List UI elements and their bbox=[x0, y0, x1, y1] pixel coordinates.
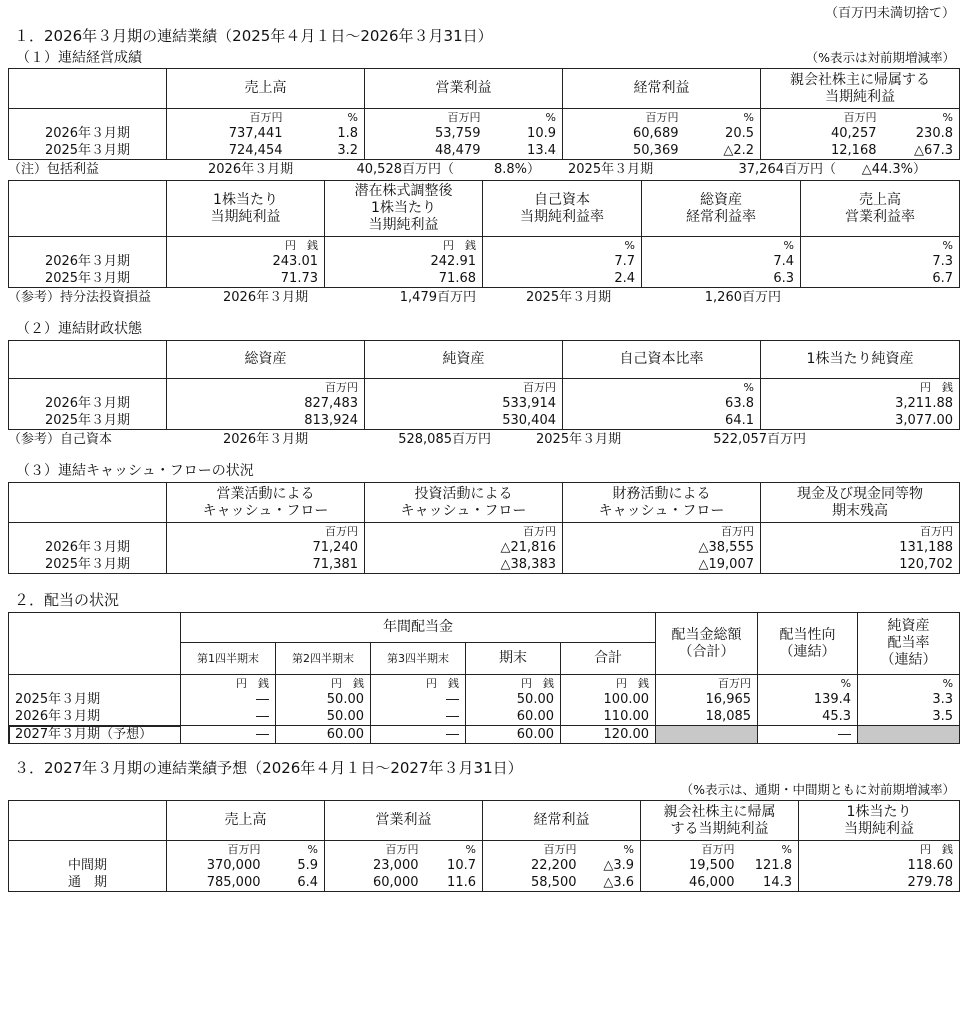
unit-cell: % bbox=[267, 841, 325, 858]
note-period: 2026年３月期 bbox=[208, 162, 294, 177]
col-header-ordinary-income: 経常利益 bbox=[563, 69, 761, 109]
value-cell: 48,479 bbox=[365, 142, 487, 160]
cash-flow-table bbox=[8, 482, 960, 574]
unit-cell: 円 銭 bbox=[181, 675, 276, 692]
earnings-summary-page bbox=[8, 4, 959, 892]
row-label: 2025年３月期 bbox=[9, 270, 167, 288]
value-cell: 813,924 bbox=[167, 412, 365, 430]
dividends-table bbox=[8, 612, 960, 744]
value-cell: 7.4 bbox=[642, 253, 801, 270]
unit-cell: % bbox=[642, 237, 801, 254]
col-header-annual-dividend: 年間配当金 bbox=[181, 613, 656, 643]
note-value: 1,479百万円 bbox=[399, 290, 476, 305]
value-cell: △19,007 bbox=[563, 556, 761, 574]
unit-cell: 百万円 bbox=[761, 109, 883, 126]
value-cell: 118.60 bbox=[799, 857, 960, 874]
col-header-roa: 総資産 経常利益率 bbox=[642, 181, 801, 237]
value-cell: 100.00 bbox=[561, 691, 656, 708]
unit-cell: 円 銭 bbox=[799, 841, 960, 858]
note-value: 37,264百万円（ bbox=[738, 162, 836, 177]
unit-cell: % bbox=[801, 237, 960, 254]
value-cell: 3,077.00 bbox=[761, 412, 960, 430]
row-label: 2025年３月期 bbox=[9, 691, 181, 708]
value-cell: △67.3 bbox=[883, 142, 960, 160]
value-cell: 14.3 bbox=[741, 874, 799, 892]
value-cell: 120.00 bbox=[561, 726, 656, 744]
value-cell: 22,200 bbox=[483, 857, 583, 874]
row-label: 2026年３月期 bbox=[9, 539, 167, 556]
value-cell: 785,000 bbox=[167, 874, 267, 892]
value-cell: 10.9 bbox=[487, 125, 563, 142]
comprehensive-income-note bbox=[8, 160, 959, 180]
col-header-total-assets: 総資産 bbox=[167, 341, 365, 379]
col-header-eps: 1株当たり 当期純利益 bbox=[799, 801, 960, 841]
col-header-eps: 1株当たり 当期純利益 bbox=[167, 181, 325, 237]
value-cell: 13.4 bbox=[487, 142, 563, 160]
unit-cell: % bbox=[685, 109, 761, 126]
col-header-ordinary-income: 経常利益 bbox=[483, 801, 641, 841]
value-cell: 60,000 bbox=[325, 874, 425, 892]
col-header-investing-cf: 投資活動による キャッシュ・フロー bbox=[365, 483, 563, 523]
sub3-title: （３）連結キャッシュ・フローの状況 bbox=[16, 463, 254, 479]
value-cell: 50.00 bbox=[276, 708, 371, 726]
row-label: 2025年３月期 bbox=[9, 142, 167, 160]
operating-results-table bbox=[8, 68, 960, 160]
row-label: 2027年３月期（予想） bbox=[9, 726, 181, 744]
unit-cell: 百万円 bbox=[656, 675, 758, 692]
note-label: （参考）持分法投資損益 bbox=[8, 290, 152, 305]
note-value: 1,260百万円 bbox=[704, 290, 781, 305]
unit-cell: % bbox=[425, 841, 483, 858]
value-cell: 58,500 bbox=[483, 874, 583, 892]
unit-cell: 百万円 bbox=[365, 109, 487, 126]
value-cell: ― bbox=[371, 708, 466, 726]
unit-cell: 円 銭 bbox=[371, 675, 466, 692]
unit-cell: 百万円 bbox=[325, 841, 425, 858]
unit-cell: % bbox=[563, 379, 761, 396]
value-cell: 370,000 bbox=[167, 857, 267, 874]
col-header-q1-end: 第1四半期末 bbox=[181, 643, 276, 675]
table-row bbox=[9, 708, 960, 726]
col-header-diluted-eps: 潜在株式調整後 1株当たり 当期純利益 bbox=[325, 181, 483, 237]
col-header-net-income: 親会社株主に帰属する 当期純利益 bbox=[761, 69, 960, 109]
value-cell: 63.8 bbox=[563, 395, 761, 412]
value-cell: 71.68 bbox=[325, 270, 483, 288]
note-pct: 8.8%） bbox=[493, 162, 540, 177]
value-cell: 3.5 bbox=[858, 708, 960, 726]
financial-position-table bbox=[8, 340, 960, 430]
value-cell: 53,759 bbox=[365, 125, 487, 142]
unit-cell: % bbox=[758, 675, 858, 692]
value-cell: △38,555 bbox=[563, 539, 761, 556]
table-row bbox=[9, 270, 960, 288]
table-row bbox=[9, 125, 960, 142]
col-header-bps: 1株当たり純資産 bbox=[761, 341, 960, 379]
unit-cell: 円 銭 bbox=[761, 379, 960, 396]
unit-cell: 百万円 bbox=[761, 523, 960, 540]
table-row-forecast bbox=[9, 726, 960, 744]
value-cell: 64.1 bbox=[563, 412, 761, 430]
value-cell: 60.00 bbox=[466, 708, 561, 726]
table-row bbox=[9, 857, 960, 874]
value-cell: △3.6 bbox=[583, 874, 641, 892]
col-header-financing-cf: 財務活動による キャッシュ・フロー bbox=[563, 483, 761, 523]
table-row bbox=[9, 412, 960, 430]
col-header-total: 合計 bbox=[561, 643, 656, 675]
table-row bbox=[9, 556, 960, 574]
section3-title: ３．2027年３月期の連結業績予想（2026年４月１日～2027年３月31日） bbox=[14, 759, 523, 777]
col-header-q3-end: 第3四半期末 bbox=[371, 643, 466, 675]
value-cell: 40,257 bbox=[761, 125, 883, 142]
value-cell: △38,383 bbox=[365, 556, 563, 574]
table-row bbox=[9, 691, 960, 708]
value-cell: 1.8 bbox=[289, 125, 365, 142]
unit-cell: 円 銭 bbox=[276, 675, 371, 692]
value-cell: 139.4 bbox=[758, 691, 858, 708]
col-header-total-dividend: 配当金総額 （合計） bbox=[656, 613, 758, 675]
unit-cell: % bbox=[858, 675, 960, 692]
value-cell: 60.00 bbox=[276, 726, 371, 744]
row-label: 中間期 bbox=[9, 857, 167, 874]
value-cell: △21,816 bbox=[365, 539, 563, 556]
value-cell: 3,211.88 bbox=[761, 395, 960, 412]
note-value: 40,528百万円（ bbox=[356, 162, 454, 177]
row-label: 2026年３月期 bbox=[9, 395, 167, 412]
col-header-operating-income: 営業利益 bbox=[365, 69, 563, 109]
value-cell: 6.4 bbox=[267, 874, 325, 892]
unit-cell: 百万円 bbox=[167, 841, 267, 858]
note-period: 2026年３月期 bbox=[223, 432, 309, 447]
sub1-pct-note: （%表示は対前期増減率） bbox=[805, 50, 955, 65]
value-cell-shaded bbox=[858, 726, 960, 744]
unit-cell: 百万円 bbox=[641, 841, 741, 858]
table-row bbox=[9, 874, 960, 892]
value-cell: 7.7 bbox=[483, 253, 642, 270]
value-cell: 6.7 bbox=[801, 270, 960, 288]
row-label: 2026年３月期 bbox=[9, 708, 181, 726]
unit-cell: 百万円 bbox=[563, 523, 761, 540]
table-row bbox=[9, 539, 960, 556]
note-value: 528,085百万円 bbox=[398, 432, 491, 447]
row-label: 2026年３月期 bbox=[9, 125, 167, 142]
value-cell: 23,000 bbox=[325, 857, 425, 874]
section2-title: ２．配当の状況 bbox=[14, 591, 120, 609]
value-cell: 50,369 bbox=[563, 142, 685, 160]
value-cell: 243.01 bbox=[167, 253, 325, 270]
value-cell: ― bbox=[181, 708, 276, 726]
value-cell: ― bbox=[371, 726, 466, 744]
value-cell: 110.00 bbox=[561, 708, 656, 726]
col-header-roe: 自己資本 当期純利益率 bbox=[483, 181, 642, 237]
col-header-q2-end: 第2四半期末 bbox=[276, 643, 371, 675]
table-row bbox=[9, 395, 960, 412]
value-cell: 3.2 bbox=[289, 142, 365, 160]
sub1-title: （１）連結経営成績 bbox=[16, 50, 142, 66]
value-cell: 131,188 bbox=[761, 539, 960, 556]
unit-cell: % bbox=[487, 109, 563, 126]
col-header-net-income: 親会社株主に帰属 する当期純利益 bbox=[641, 801, 799, 841]
value-cell-shaded bbox=[656, 726, 758, 744]
sub-pct-note: （%表示は、通期・中間期ともに対前期増減率） bbox=[680, 782, 955, 797]
value-cell: ― bbox=[181, 691, 276, 708]
unit-cell: % bbox=[583, 841, 641, 858]
equity-method-note bbox=[8, 288, 959, 308]
note-pct: △44.3%） bbox=[861, 162, 926, 177]
per-share-table bbox=[8, 180, 960, 288]
row-label: 通 期 bbox=[9, 874, 167, 892]
value-cell: 121.8 bbox=[741, 857, 799, 874]
unit-cell: 百万円 bbox=[365, 379, 563, 396]
value-cell: 6.3 bbox=[642, 270, 801, 288]
value-cell: 20.5 bbox=[685, 125, 761, 142]
unit-cell: 円 銭 bbox=[167, 237, 325, 254]
note-period: 2025年３月期 bbox=[526, 290, 612, 305]
col-header-operating-cf: 営業活動による キャッシュ・フロー bbox=[167, 483, 365, 523]
unit-cell: 百万円 bbox=[483, 841, 583, 858]
value-cell: 71,381 bbox=[167, 556, 365, 574]
value-cell: 46,000 bbox=[641, 874, 741, 892]
value-cell: 18,085 bbox=[656, 708, 758, 726]
value-cell: 242.91 bbox=[325, 253, 483, 270]
unit-cell: 百万円 bbox=[167, 109, 289, 126]
value-cell: ― bbox=[181, 726, 276, 744]
unit-cell: 百万円 bbox=[365, 523, 563, 540]
col-header-year-end: 期末 bbox=[466, 643, 561, 675]
value-cell: 19,500 bbox=[641, 857, 741, 874]
col-header-cash-balance: 現金及び現金同等物 期末残高 bbox=[761, 483, 960, 523]
value-cell: 11.6 bbox=[425, 874, 483, 892]
col-header-equity-ratio: 自己資本比率 bbox=[563, 341, 761, 379]
note-label: （注）包括利益 bbox=[8, 162, 100, 177]
col-header-net-assets: 純資産 bbox=[365, 341, 563, 379]
value-cell: 724,454 bbox=[167, 142, 289, 160]
value-cell: 12,168 bbox=[761, 142, 883, 160]
unit-cell: % bbox=[741, 841, 799, 858]
value-cell: ― bbox=[371, 691, 466, 708]
table-row bbox=[9, 142, 960, 160]
col-header-operating-income: 営業利益 bbox=[325, 801, 483, 841]
value-cell: 530,404 bbox=[365, 412, 563, 430]
col-header-payout-ratio: 配当性向 （連結） bbox=[758, 613, 858, 675]
value-cell: △3.9 bbox=[583, 857, 641, 874]
unit-cell: 円 銭 bbox=[466, 675, 561, 692]
value-cell: 45.3 bbox=[758, 708, 858, 726]
value-cell: 71,240 bbox=[167, 539, 365, 556]
unit-cell: 百万円 bbox=[563, 109, 685, 126]
sub2-title: （２）連結財政状態 bbox=[16, 321, 142, 337]
note-period: 2026年３月期 bbox=[223, 290, 309, 305]
value-cell: 5.9 bbox=[267, 857, 325, 874]
col-header-operating-margin: 売上高 営業利益率 bbox=[801, 181, 960, 237]
value-cell: 10.7 bbox=[425, 857, 483, 874]
row-label: 2026年３月期 bbox=[9, 253, 167, 270]
value-cell: 16,965 bbox=[656, 691, 758, 708]
unit-cell: % bbox=[289, 109, 365, 126]
value-cell: 71.73 bbox=[167, 270, 325, 288]
unit-note: （百万円未満切捨て） bbox=[824, 6, 955, 21]
unit-cell: 円 銭 bbox=[325, 237, 483, 254]
row-label: 2025年３月期 bbox=[9, 556, 167, 574]
value-cell: 50.00 bbox=[276, 691, 371, 708]
forecast-table bbox=[8, 800, 960, 892]
unit-cell: 百万円 bbox=[167, 523, 365, 540]
value-cell: 120,702 bbox=[761, 556, 960, 574]
value-cell: △2.2 bbox=[685, 142, 761, 160]
value-cell: 737,441 bbox=[167, 125, 289, 142]
blank-header bbox=[9, 69, 167, 109]
table-row bbox=[9, 253, 960, 270]
unit-cell: 百万円 bbox=[167, 379, 365, 396]
note-period: 2025年３月期 bbox=[536, 432, 622, 447]
value-cell: 2.4 bbox=[483, 270, 642, 288]
value-cell: ― bbox=[758, 726, 858, 744]
value-cell: 7.3 bbox=[801, 253, 960, 270]
value-cell: 230.8 bbox=[883, 125, 960, 142]
col-header-doe: 純資産 配当率 （連結） bbox=[858, 613, 960, 675]
note-value: 522,057百万円 bbox=[713, 432, 806, 447]
value-cell: 827,483 bbox=[167, 395, 365, 412]
value-cell: 279.78 bbox=[799, 874, 960, 892]
note-label: （参考）自己資本 bbox=[8, 432, 113, 447]
value-cell: 60.00 bbox=[466, 726, 561, 744]
value-cell: 60,689 bbox=[563, 125, 685, 142]
col-header-sales: 売上高 bbox=[167, 69, 365, 109]
equity-note bbox=[8, 430, 959, 450]
unit-cell: % bbox=[483, 237, 642, 254]
value-cell: 50.00 bbox=[466, 691, 561, 708]
value-cell: 3.3 bbox=[858, 691, 960, 708]
unit-cell: % bbox=[883, 109, 960, 126]
unit-cell: 円 銭 bbox=[561, 675, 656, 692]
row-label: 2025年３月期 bbox=[9, 412, 167, 430]
section1-title: １．2026年３月期の連結業績（2025年４月１日～2026年３月31日） bbox=[14, 27, 493, 45]
col-header-sales: 売上高 bbox=[167, 801, 325, 841]
value-cell: 533,914 bbox=[365, 395, 563, 412]
note-period: 2025年３月期 bbox=[568, 162, 654, 177]
